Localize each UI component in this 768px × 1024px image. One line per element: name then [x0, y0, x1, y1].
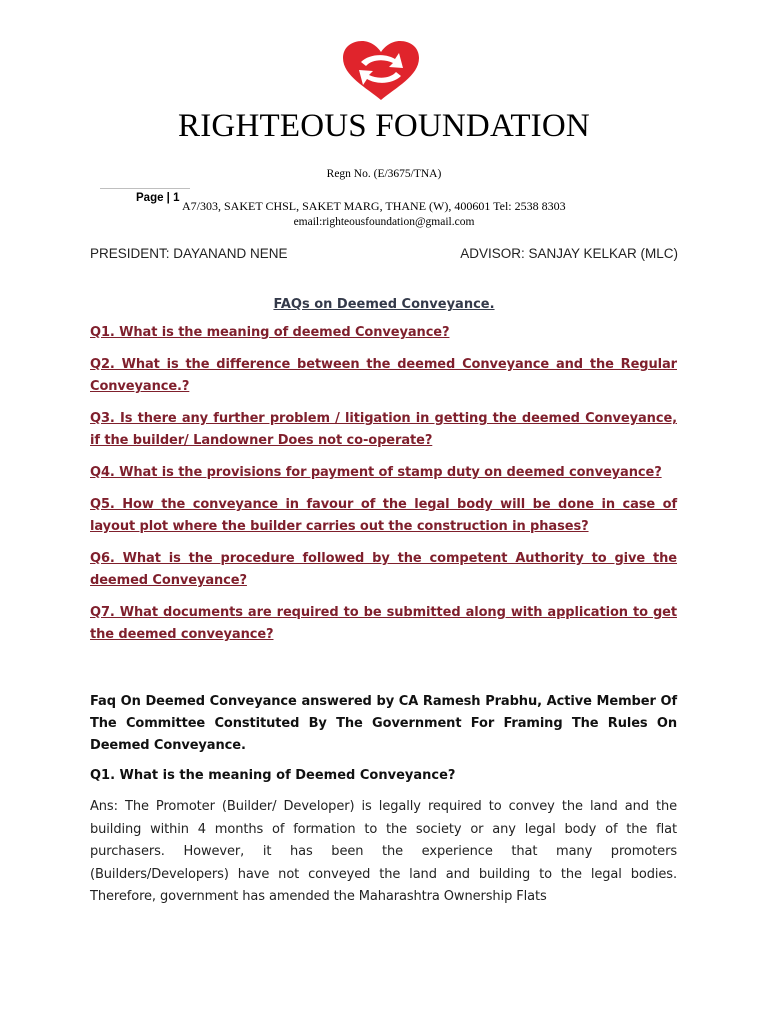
president: PRESIDENT: DAYANAND NENE	[90, 246, 288, 261]
organization-name: RIGHTEOUS FOUNDATION	[178, 108, 590, 144]
heart-arrows-logo-icon	[339, 40, 423, 102]
faq-question-2: Q2. What is the difference between the deemed Conveyance and the Regular Conveyance.?	[90, 357, 677, 394]
advisor: ADVISOR: SANJAY KELKAR (MLC)	[460, 246, 678, 261]
answers-heading: Faq On Deemed Conveyance answered by CA Ramesh Prabhu, Active Member Of The Committee Constituted By The Government For Framing The Rules On Deemed Conveyance.	[90, 694, 677, 753]
faq-question-7: Q7. What documents are required to be submitted along with application to get the deemed conveyance?	[90, 605, 677, 642]
faq-question-6: Q6. What is the procedure followed by the competent Authority to give the deemed Conveyance?	[90, 551, 677, 588]
header-divider	[100, 188, 190, 189]
officers-row	[90, 246, 678, 261]
faq-question-list	[90, 322, 677, 656]
faq-title: FAQs on Deemed Conveyance.	[273, 297, 495, 312]
page-number: Page | 1	[136, 192, 180, 204]
faq-question-3: Q3. Is there any further problem / litigation in getting the deemed Conveyance, if the builder/ Landowner Does not co-operate?	[90, 411, 677, 448]
answer-question-1: Q1. What is the meaning of Deemed Conveyance?	[90, 768, 456, 783]
faq-question-4: Q4. What is the provisions for payment of stamp duty on deemed conveyance?	[90, 465, 662, 480]
address: A7/303, SAKET CHSL, SAKET MARG, THANE (W), 400601 Tel: 2538 8303	[182, 199, 566, 213]
answer-text-1: Ans: The Promoter (Builder/ Developer) is legally required to convey the land and the building within 4 months of formation to the society or any legal body of the flat purchasers. However, it has been the experience that many promoters (Builders/Developers) have not conveyed the land and building to the legal bodies. Therefore, government has amended the Maharashtra Ownership Flats	[90, 799, 677, 904]
faq-question-1: Q1. What is the meaning of deemed Conveyance?	[90, 325, 450, 340]
email: email:righteousfoundation@gmail.com	[293, 216, 475, 228]
registration-number: Regn No. (E/3675/TNA)	[326, 168, 442, 180]
answers-section	[90, 691, 677, 909]
faq-question-5: Q5. How the conveyance in favour of the legal body will be done in case of layout plot where the builder carries out the construction in phases?	[90, 497, 677, 534]
